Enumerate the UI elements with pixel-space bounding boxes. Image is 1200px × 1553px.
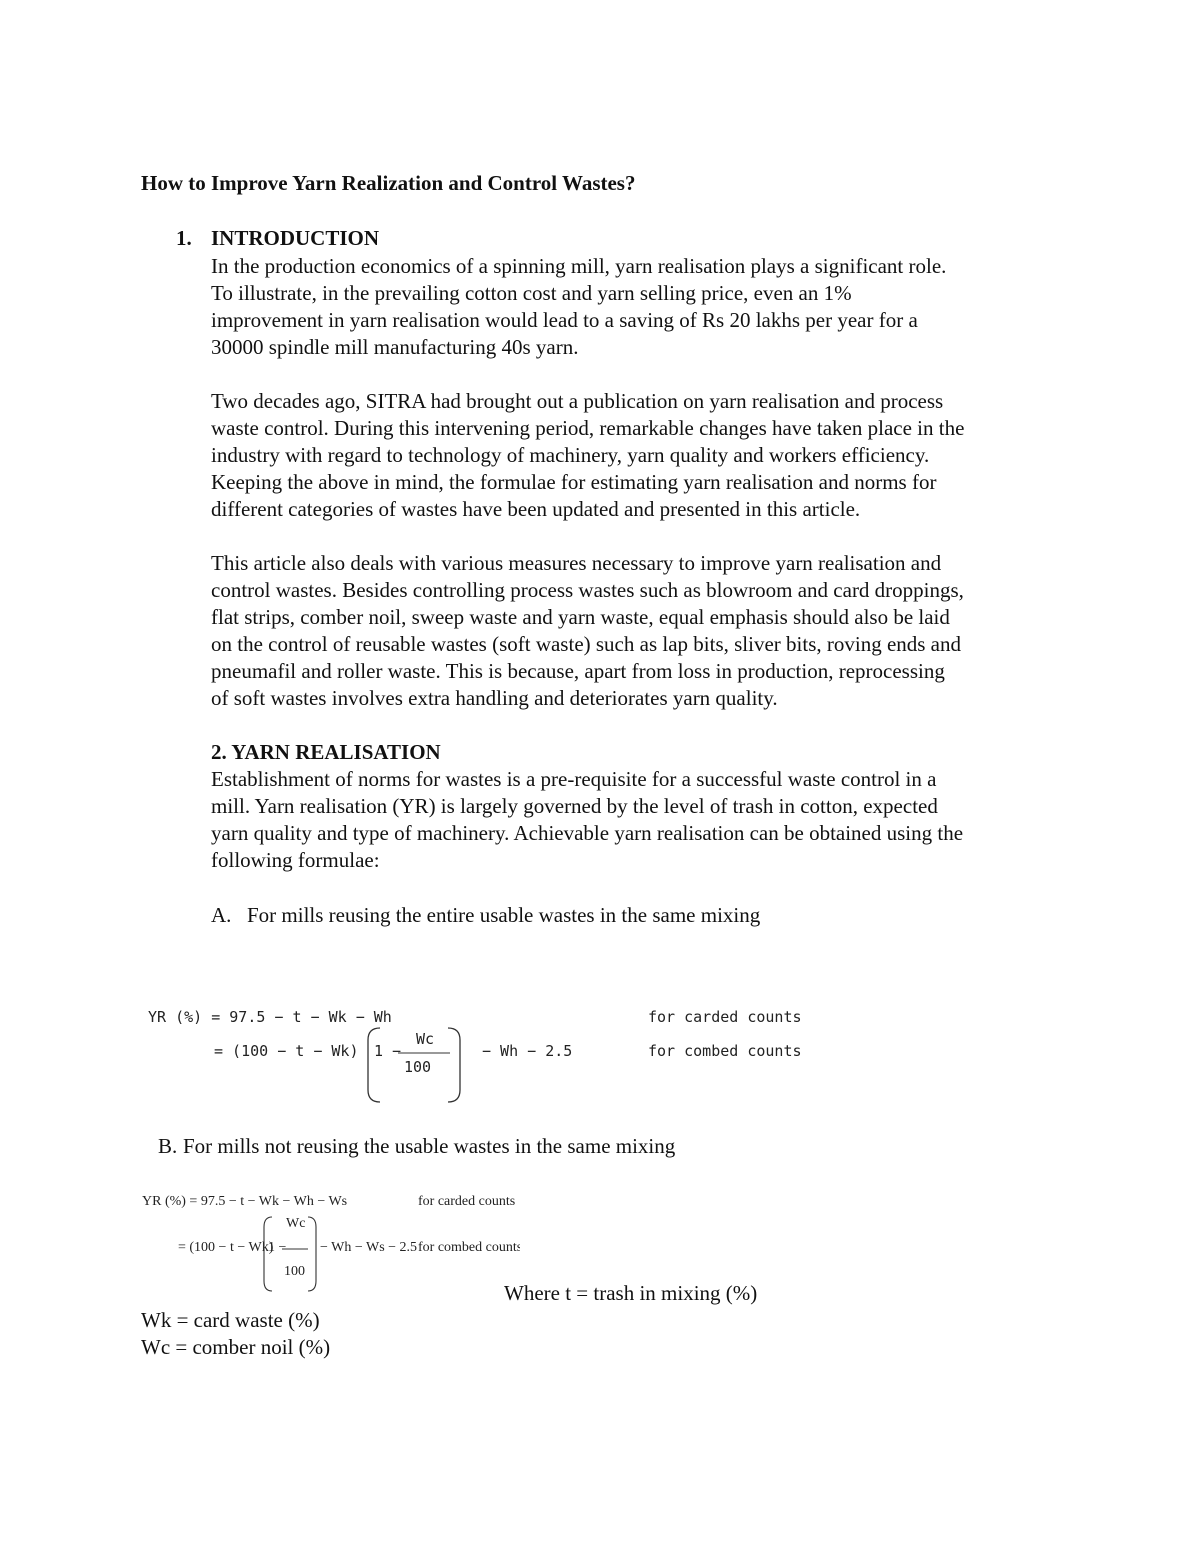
formula-a-note-combed: for combed counts [648,1042,802,1060]
formula-a [140,998,820,1113]
case-b-label: B. [158,1134,178,1158]
formula-a-line2-left: = (100 − t − Wk) [214,1042,359,1060]
formula-a-denominator: 100 [404,1058,432,1076]
formula-b-numerator: Wc [286,1216,306,1231]
text-line: mill. Yarn realisation (YR) is largely governed by the level of trash in cotton, expected [211,794,938,818]
formula-a-one-minus: 1 − [374,1042,402,1060]
section-number: 1. [176,226,192,250]
text-line: improvement in yarn realisation would lead to a saving of Rs 20 lakhs per year for a [211,308,918,332]
section-heading-introduction: INTRODUCTION [211,226,380,250]
formula-a-line2-right: − Wh − 2.5 [482,1042,573,1060]
text-line: flat strips, comber noil, sweep waste and yarn waste, equal emphasis should also be laid [211,605,950,629]
formula-a-line1: YR (%) = 97.5 − t − Wk − Wh [148,1008,392,1026]
text-line: waste control. During this intervening period, remarkable changes have taken place in the [211,416,965,440]
formula-a-note-carded: for carded counts [648,1008,802,1026]
intro-paragraph-2 [211,388,964,523]
intro-paragraph-1 [211,253,946,361]
formula-b-line2-left: = (100 − t − Wk) [178,1240,274,1255]
page-title: How to Improve Yarn Realization and Control Wastes? [141,171,636,195]
text-line: In the production economics of a spinning mill, yarn realisation plays a significant role. [211,254,947,278]
text-line: different categories of wastes have been updated and presented in this article. [211,497,861,521]
left-paren [368,1028,380,1102]
text-line: 30000 spindle mill manufacturing 40s yarn. [211,335,579,359]
yarn-realisation-paragraph [211,766,963,874]
text-line: following formulae: [211,848,380,872]
case-b-text: For mills not reusing the usable wastes in the same mixing [183,1134,676,1158]
right-paren [308,1217,316,1291]
definition-card-waste: Wk = card waste (%) [141,1308,320,1332]
text-line: yarn quality and type of machinery. Achievable yarn realisation can be obtained using the [211,821,964,845]
case-a-text: For mills reusing the entire usable wastes in the same mixing [247,903,761,927]
definition-comber-noil: Wc = comber noil (%) [141,1335,331,1359]
text-line: Establishment of norms for wastes is a pre-requisite for a successful waste control in a [211,767,937,791]
text-line: To illustrate, in the prevailing cotton cost and yarn selling price, even an 1% [211,281,852,305]
text-line: industry with regard to technology of machinery, yarn quality and workers efficiency. [211,443,930,467]
formula-b-one-minus: 1 − [268,1240,287,1255]
text-line: Keeping the above in mind, the formulae for estimating yarn realisation and norms for [211,470,937,494]
text-line: of soft wastes involves extra handling and deteriorates yarn quality. [211,686,778,710]
formula-b [140,1183,520,1300]
where-note: Where t = trash in mixing (%) [504,1281,758,1305]
intro-paragraph-3 [211,550,964,712]
formula-b-line2-right: − Wh − Ws − 2.5 [320,1240,418,1255]
text-line: pneumafil and roller waste. This is because, apart from loss in production, reprocessing [211,659,945,683]
text-line: Two decades ago, SITRA had brought out a publication on yarn realisation and process [211,389,944,413]
formula-b-denominator: 100 [284,1264,305,1279]
section-heading-yarn-realisation: 2. YARN REALISATION [211,740,441,764]
formula-b-note-combed: for combed counts [418,1240,520,1255]
formula-b-note-carded: for carded counts [418,1194,516,1209]
formula-b-line1: YR (%) = 97.5 − t − Wk − Wh − Ws [142,1194,348,1209]
text-line: on the control of reusable wastes (soft waste) such as lap bits, sliver bits, roving ends and [211,632,962,656]
formula-a-numerator: Wc [416,1030,435,1048]
text-line: control wastes. Besides controlling process wastes such as blowroom and card droppings, [211,578,964,602]
text-line: This article also deals with various measures necessary to improve yarn realisation and [211,551,942,575]
case-a-label: A. [211,903,232,927]
right-paren [448,1028,460,1102]
